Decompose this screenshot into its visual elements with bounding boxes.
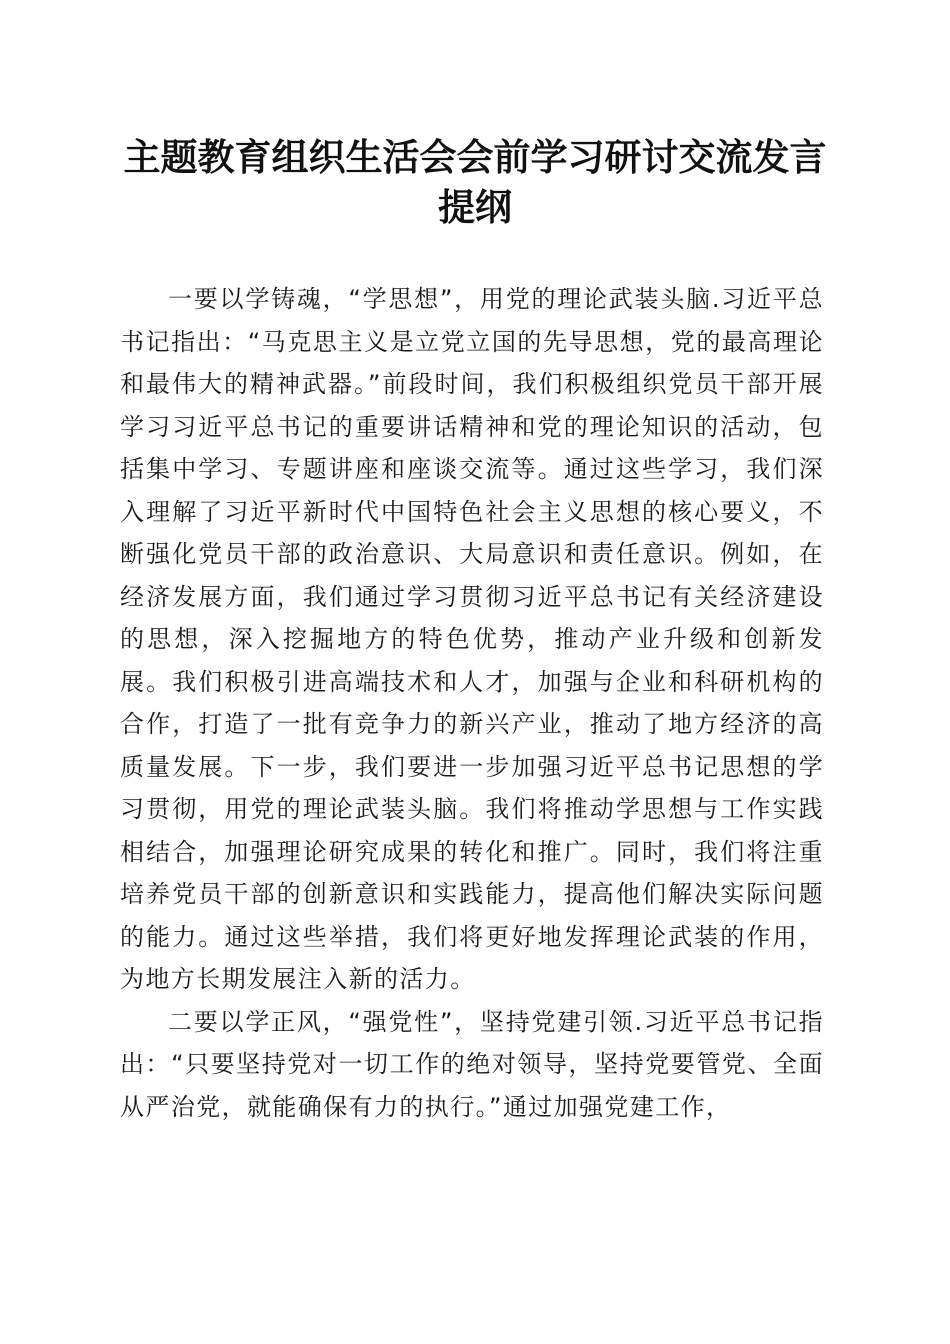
paragraph-1: 一要以学铸魂，“学思想”，用党的理论武装头脑.习近平总书记指出：“马克思主义是立党立国的先导思想，党的最高理论和最伟大的精神武器。”前段时间，我们积极组织党员干部开展学习习近平总书记的重要讲话精神和党的理论知识的活动，包括集中学习、专题讲座和座谈交流等。通过这些学习，我们深入理解了习近平新时代中国特色社会主义思想的核心要义，不断强化党员干部的政治意识、大局意识和责任意识。例如，在经济发展方面，我们通过学习贯彻习近平总书记有关经济建设的思想，深入挖掘地方的特色优势，推动产业升级和创新发展。我们积极引进高端技术和人才，加强与企业和科研机构的合作，打造了一批有竞争力的新兴产业，推动了地方经济的高质量发展。下一步，我们要进一步加强习近平总书记思想的学习贯彻，用党的理论武装头脑。我们将推动学思想与工作实践相结合，加强理论研究成果的转化和推广。同时，我们将注重培养党员干部的创新意识和实践能力，提高他们解决实际问题的能力。通过这些举措，我们将更好地发挥理论武装的作用，为地方长期发展注入新的活力。 — [120, 285, 824, 993]
document-body — [120, 278, 824, 1128]
paragraph-2: 二要以学正风，“强党性”，坚持党建引领.习近平总书记指出：“只要坚持党对一切工作的绝对领导，坚持党要管党、全面从严治党，就能确保有力的执行。”通过加强党建工作， — [120, 1007, 824, 1121]
document-title: 主题教育组织生活会会前学习研讨交流发言提纲 — [123, 135, 827, 229]
